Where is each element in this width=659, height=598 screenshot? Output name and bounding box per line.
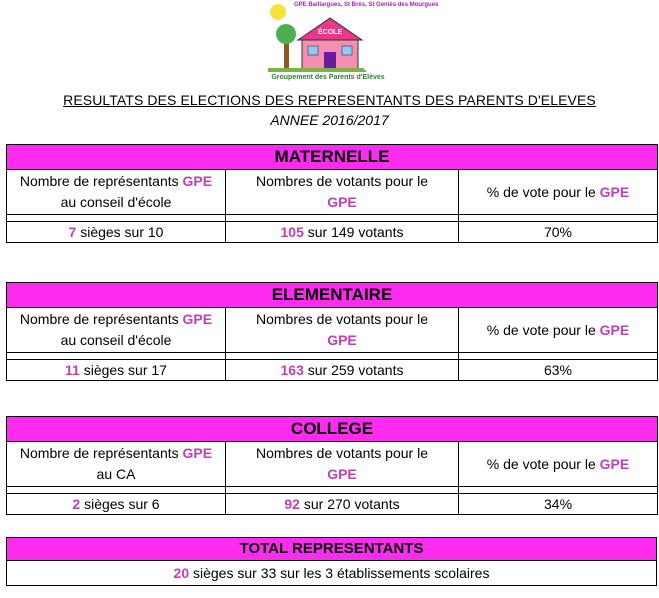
- col-percent-label: % de vote pour le GPE: [459, 442, 658, 487]
- section-total: [6, 537, 657, 586]
- page-subtitle: ANNEE 2016/2017: [270, 112, 389, 128]
- voters-value: 105 sur 149 votants: [226, 222, 459, 243]
- percent-value: 34%: [459, 494, 658, 515]
- section-title: COLLEGE: [7, 417, 658, 442]
- percent-value: 70%: [459, 222, 658, 243]
- logo-school-text: ÉCOLE: [318, 29, 343, 36]
- col-voters-label: Nombres de votants pour le GPE: [226, 170, 459, 215]
- col-seats-label: Nombre de représentants GPE au conseil d'école: [7, 308, 226, 353]
- col-voters-label: Nombres de votants pour le GPE: [226, 308, 459, 353]
- section-title: MATERNELLE: [7, 145, 658, 170]
- total-value: 20 sièges sur 33 sur les 3 établissements scolaires: [7, 561, 657, 586]
- seats-value: 7 sièges sur 10: [7, 222, 226, 243]
- col-percent-label: % de vote pour le GPE: [459, 170, 658, 215]
- logo-gpe-text: GPE Baillargues, St Brès, St Geniès des Mourgues: [294, 2, 439, 8]
- section-title: ELEMENTAIRE: [7, 283, 658, 308]
- section-college: [6, 416, 658, 515]
- seats-value: 11 sièges sur 17: [7, 360, 226, 381]
- percent-value: 63%: [459, 360, 658, 381]
- gpe-logo: [268, 2, 439, 86]
- seats-value: 2 sièges sur 6: [7, 494, 226, 515]
- logo-caption: Groupement des Parents d'Elèves: [271, 74, 385, 81]
- col-percent-label: % de vote pour le GPE: [459, 308, 658, 353]
- section-elementaire: [6, 282, 658, 381]
- col-seats-label: Nombre de représentants GPE au conseil d'école: [7, 170, 226, 215]
- voters-value: 163 sur 259 votants: [226, 360, 459, 381]
- total-title: TOTAL REPRESENTANTS: [7, 538, 657, 561]
- voters-value: 92 sur 270 votants: [226, 494, 459, 515]
- page-title: RESULTATS DES ELECTIONS DES REPRESENTANTS DES PARENTS D'ELEVES: [63, 92, 596, 108]
- section-maternelle: [6, 144, 658, 243]
- col-seats-label: Nombre de représentants GPE au CA: [7, 442, 226, 487]
- col-voters-label: Nombres de votants pour le GPE: [226, 442, 459, 487]
